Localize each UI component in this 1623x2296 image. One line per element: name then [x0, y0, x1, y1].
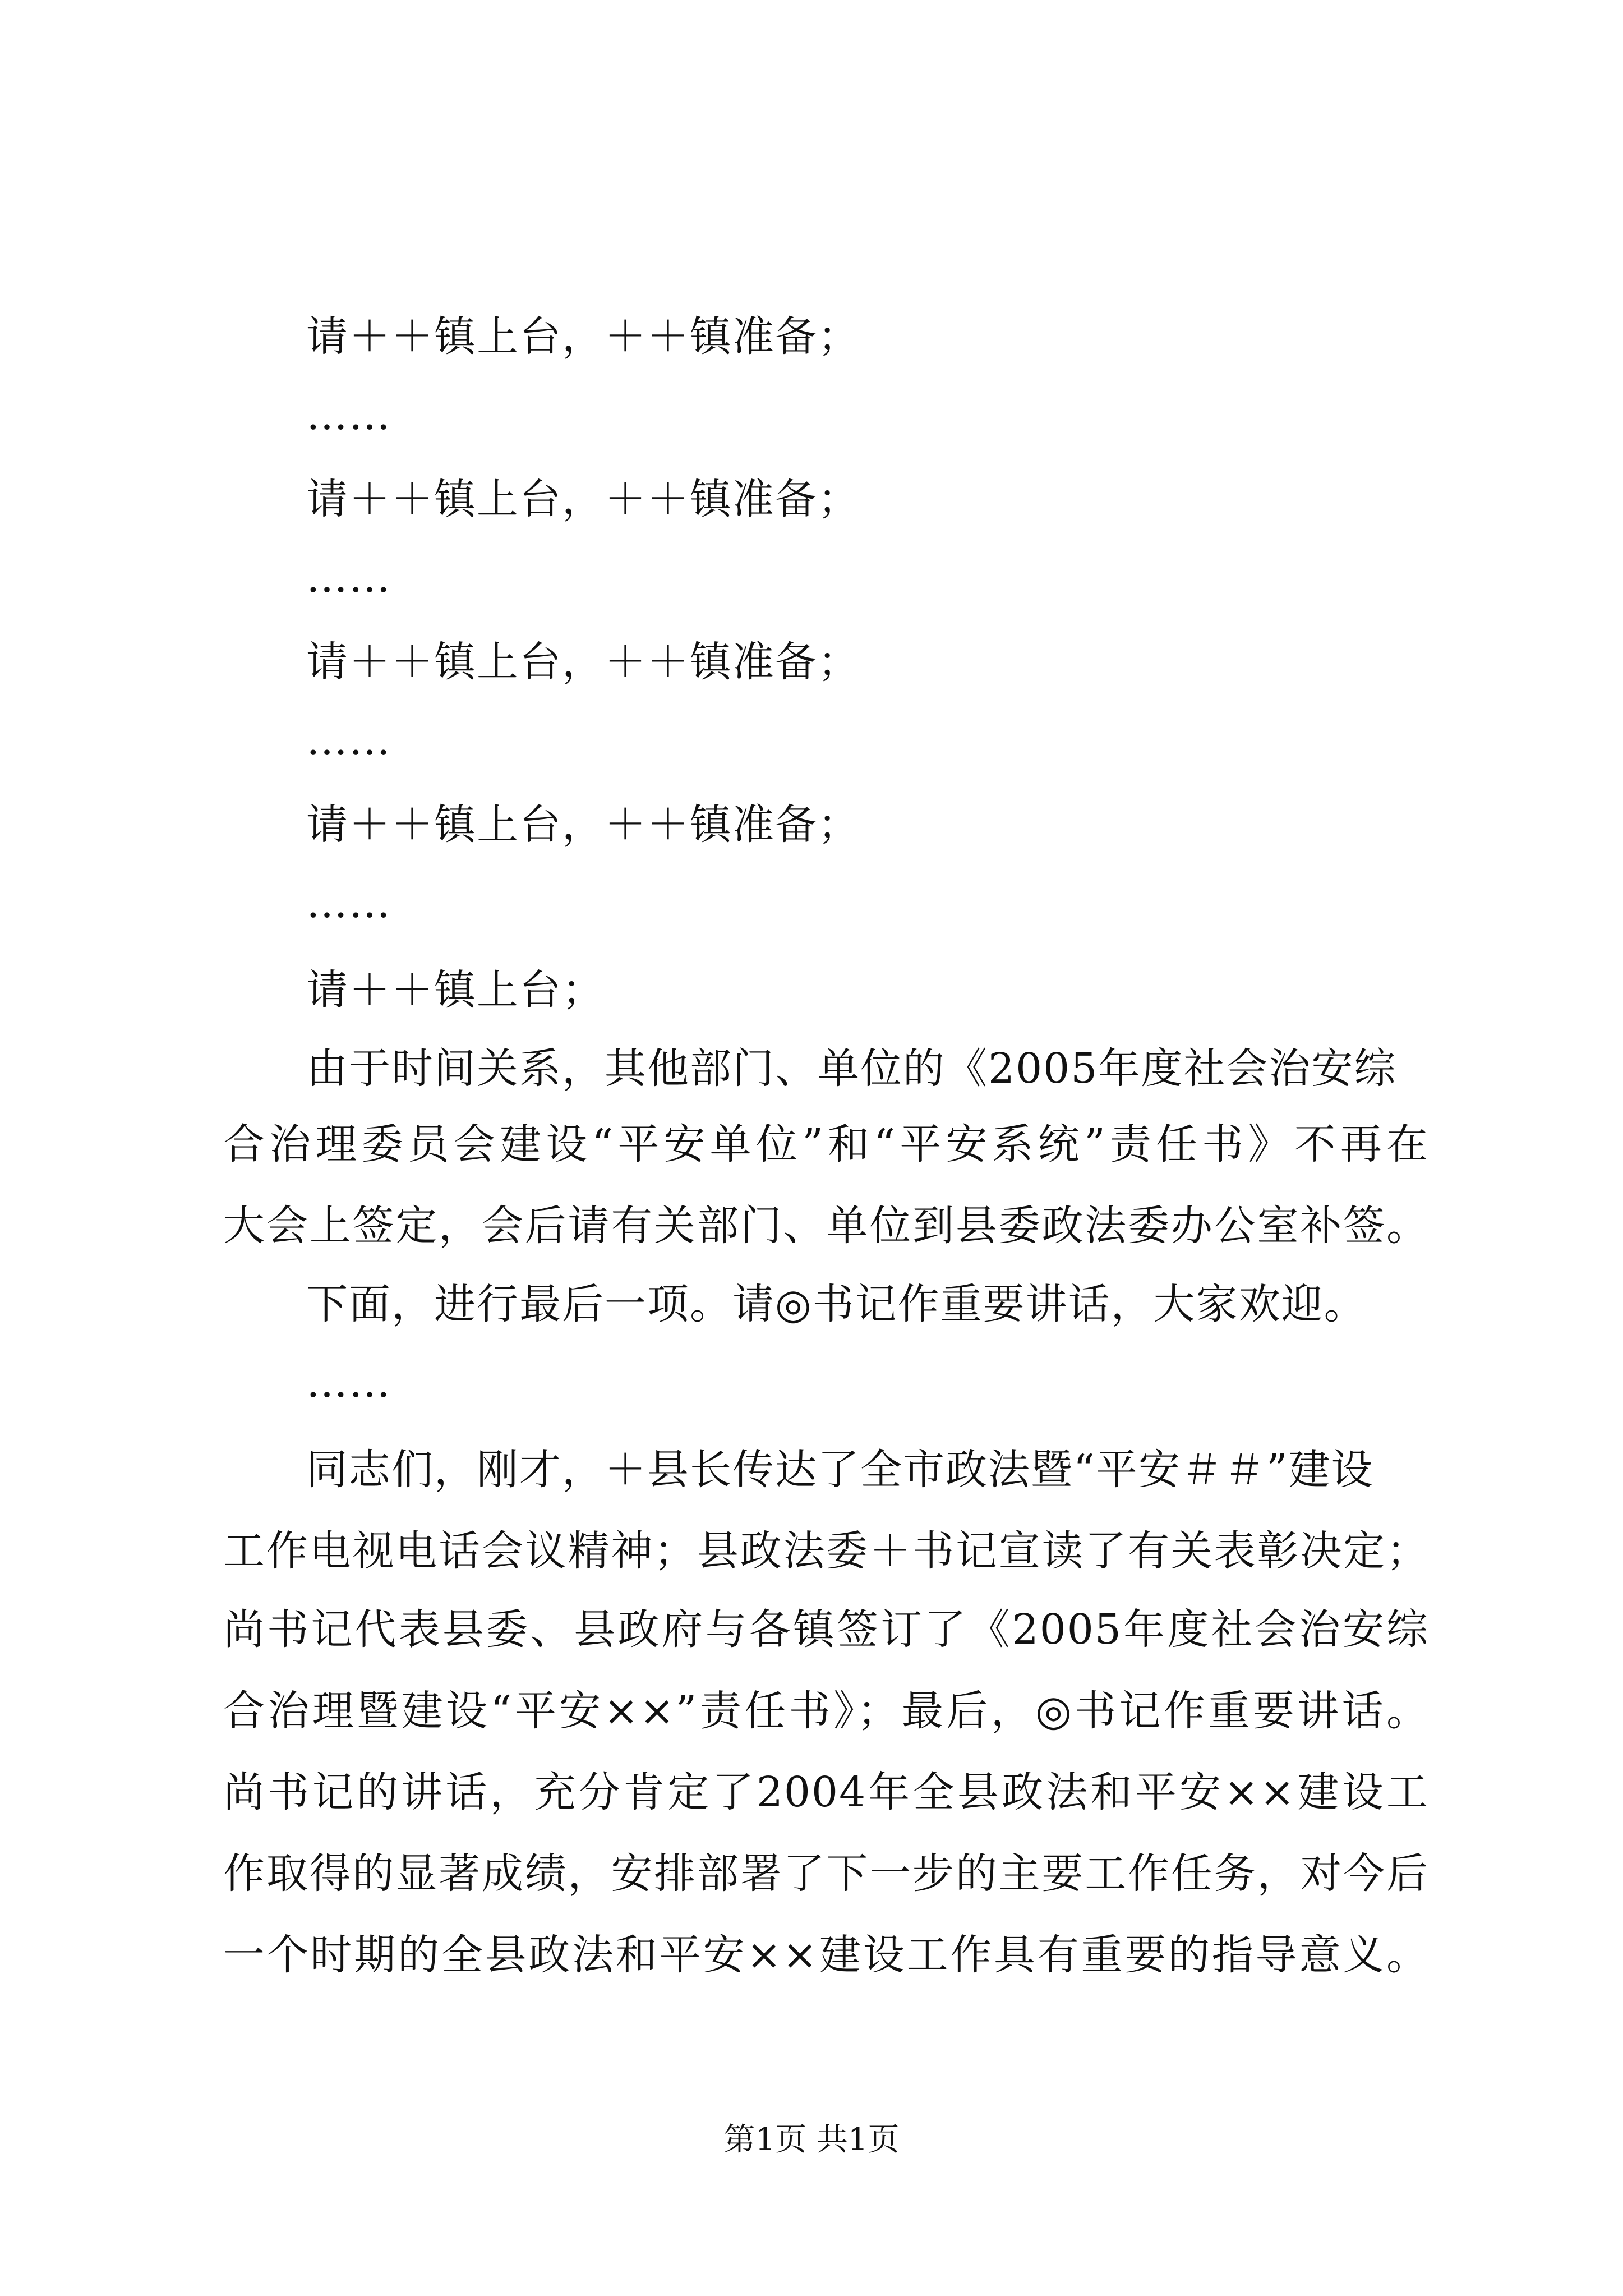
- paragraph-line: 一个时期的全县政法和平安××建设工作具有重要的指导意义。: [223, 1931, 1429, 1979]
- paragraph-line: 工作电视电话会议精神；县政法委＋书记宣读了有关表彰决定；: [223, 1527, 1429, 1575]
- paragraph-line: 同志们，刚才，＋县长传达了全市政法暨“平安＃＃”建设: [306, 1446, 1374, 1494]
- page-number-footer: 第1页 共1页: [723, 2122, 900, 2158]
- text-line: 请＋＋镇上台，＋＋镇准备；: [306, 312, 860, 361]
- text-line: 请＋＋镇上台，＋＋镇准备；: [306, 638, 860, 686]
- text-line: 请＋＋镇上台；: [306, 966, 605, 1014]
- text-line: 请＋＋镇上台，＋＋镇准备；: [306, 800, 860, 849]
- text-line: 请＋＋镇上台，＋＋镇准备；: [306, 475, 860, 523]
- paragraph-line: 下面，进行最后一项。请◎书记作重要讲话，大家欢迎。: [306, 1280, 1367, 1328]
- paragraph-line: 合治理暨建设“平安××”责任书》；最后，◎书记作重要讲话。: [223, 1687, 1429, 1735]
- paragraph-line: 尚书记的讲话，充分肯定了2004年全县政法和平安××建设工: [223, 1768, 1429, 1816]
- paragraph-line: 大会上签定，会后请有关部门、单位到县委政法委办公室补签。: [223, 1202, 1429, 1250]
- ellipsis-line: ……: [306, 879, 391, 927]
- ellipsis-line: ……: [306, 1359, 391, 1407]
- ellipsis-line: ……: [306, 391, 391, 439]
- ellipsis-line: ……: [306, 554, 391, 602]
- ellipsis-line: ……: [306, 716, 391, 765]
- paragraph-line: 尚书记代表县委、县政府与各镇签订了《2005年度社会治安综: [223, 1605, 1429, 1654]
- paragraph-line: 作取得的显著成绩，安排部署了下一步的主要工作任务，对今后: [223, 1849, 1429, 1898]
- paragraph-line: 由于时间关系，其他部门、单位的《2005年度社会治安综: [306, 1045, 1397, 1093]
- paragraph-line: 合治理委员会建设“平安单位”和“平安系统”责任书》不再在: [223, 1120, 1429, 1168]
